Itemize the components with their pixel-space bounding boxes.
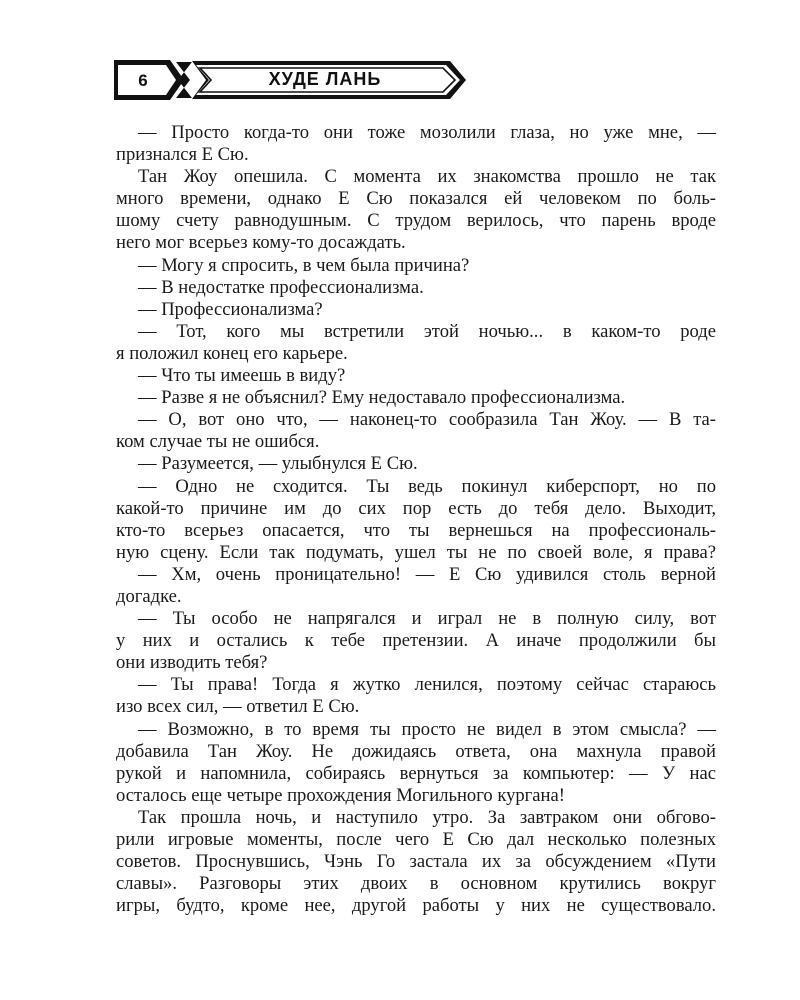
text-line: Так прошла ночь, и наступило утро. За завтраком они обгово- bbox=[138, 806, 716, 828]
text-line: кто-то всерьез опасается, что ты вернешься на профессиональ- bbox=[116, 519, 716, 541]
text-line: они изводить тебя? bbox=[116, 652, 268, 674]
text-line: игры, будто, кроме нее, другой работы у них не существовало. bbox=[116, 895, 716, 917]
body-text bbox=[116, 122, 716, 917]
text-line: ком случае ты не ошибся. bbox=[116, 431, 320, 453]
text-line: — Тот, кого мы встретили этой ночью... в каком-то роде bbox=[138, 320, 716, 342]
text-line: советов. Проснувшись, Чэнь Го застала их за обсуждением «Пути bbox=[116, 851, 716, 873]
text-line: — О, вот оно что, — наконец-то сообразила Тан Жоу. — В та- bbox=[138, 409, 716, 431]
page-number: 6 bbox=[138, 71, 148, 90]
text-line: шому счету равнодушным. С трудом верилось, что парень вроде bbox=[116, 210, 716, 232]
text-line: я положил конец его карьере. bbox=[116, 342, 348, 364]
text-line: много времени, однако Е Сю показался ей человеком по боль- bbox=[116, 188, 716, 210]
text-line: — Что ты имеешь в виду? bbox=[138, 365, 346, 387]
text-line: — Разве я не объяснил? Ему недоставало профессионализма. bbox=[138, 387, 626, 409]
text-line: добавила Тан Жоу. Не дожидаясь ответа, она махнула правой bbox=[116, 740, 716, 762]
text-line: какой-то причине им до сих пор есть до тебя дело. Выходит, bbox=[116, 497, 716, 519]
text-line: — Хм, очень проницательно! — Е Сю удивился столь верной bbox=[138, 563, 716, 585]
running-title: ХУДЕ ЛАНЬ bbox=[268, 69, 382, 89]
text-line: — Профессионализма? bbox=[138, 298, 323, 320]
text-line: признался Е Сю. bbox=[116, 144, 249, 166]
text-line: у них и остались к тебе претензии. А иначе продолжили бы bbox=[116, 630, 716, 652]
text-line: рукой и напомнила, собираясь вернуться за компьютер: — У нас bbox=[116, 762, 716, 784]
text-line: — Ты права! Тогда я жутко ленился, поэтому сейчас стараюсь bbox=[138, 674, 716, 696]
text-line: — Просто когда-то они тоже мозолили глаза, но уже мне, — bbox=[138, 122, 716, 143]
text-line: — Одно не сходится. Ты ведь покинул киберспорт, но по bbox=[138, 475, 716, 497]
text-line: Тан Жоу опешила. С момента их знакомства прошло не так bbox=[138, 166, 716, 188]
text-line: догадке. bbox=[116, 585, 182, 607]
text-line: — Могу я спросить, в чем была причина? bbox=[138, 254, 470, 276]
text-line: рили игровые моменты, после чего Е Сю дал несколько полезных bbox=[116, 829, 716, 850]
text-line: него мог всерьез кому-то досаждать. bbox=[116, 232, 406, 254]
text-line: — Ты особо не напрягался и играл не в полную силу, вот bbox=[138, 608, 716, 630]
text-line: — В недостатке профессионализма. bbox=[138, 276, 424, 298]
text-line: осталось еще четыре прохождения Могильного кургана! bbox=[116, 784, 565, 806]
text-line: — Разумеется, — улыбнулся Е Сю. bbox=[138, 453, 418, 475]
text-line: ную сцену. Если так подумать, ушел ты не по своей воле, я права? bbox=[116, 541, 716, 563]
text-line: — Возможно, в то время ты просто не видел в этом смысла? — bbox=[138, 718, 716, 740]
text-line: изо всех сил, — ответил Е Сю. bbox=[116, 696, 360, 718]
text-line: славы». Разговоры этих двоих в основном крутились вокруг bbox=[116, 873, 716, 895]
